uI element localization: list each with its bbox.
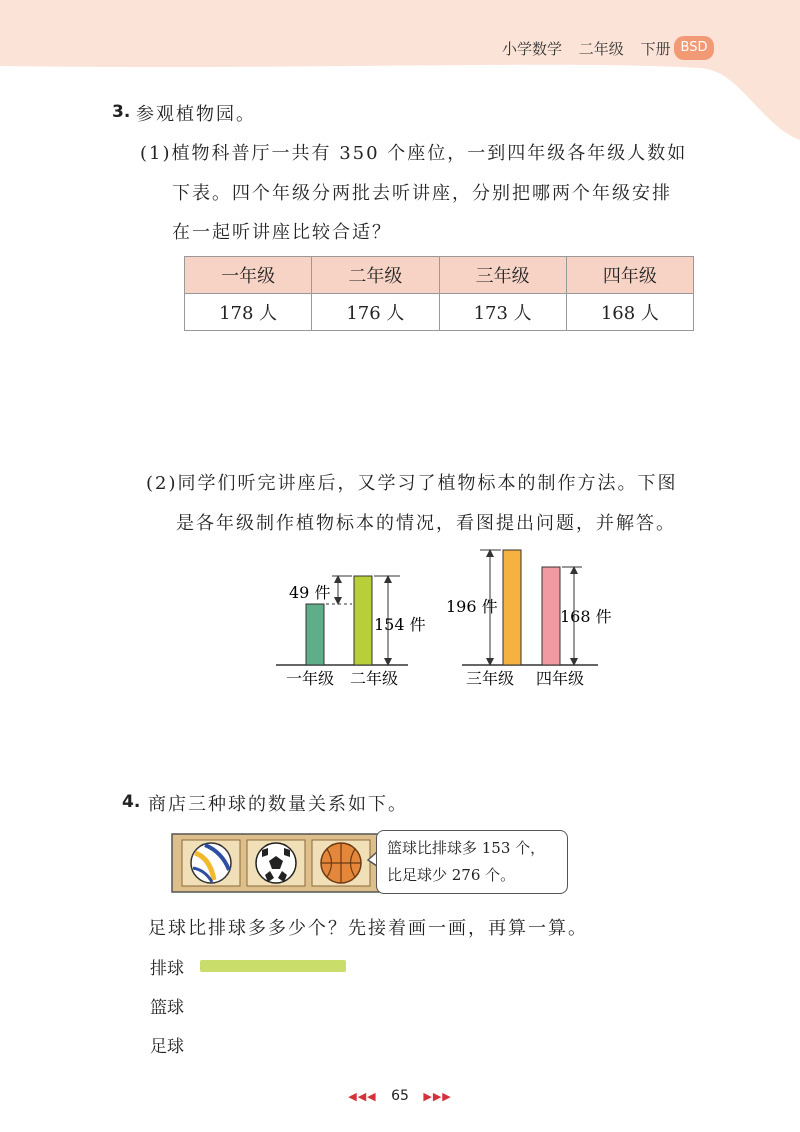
volleyball-icon [191,843,231,883]
label-grade2-total: 154 件 [374,615,426,634]
grade-label-3: 三年级 [466,669,515,688]
table-cell: 178 人 [185,294,312,331]
grade-label-4: 四年级 [536,669,585,688]
table-cell: 176 人 [312,294,439,331]
q4-question: 足球比排球多多少个？先接着画一画，再算一算。 [148,918,588,939]
volleyball-bar [200,960,346,972]
book-header [502,38,683,59]
table-cell: 173 人 [439,294,566,331]
label-soccer: 足球 [150,1037,184,1057]
next-arrows-icon: ▶▶▶ [423,1090,452,1103]
q3-part1-line1: (1)植物科普厅一共有 350 个座位，一到四年级各年级人数如 [140,143,688,164]
publisher-badge: BSD [674,36,714,60]
q3-part2-line1: (2)同学们听完讲座后，又学习了植物标本的制作方法。下图 [146,473,678,494]
table-header-row [185,257,694,294]
question-3-title: 参观植物园。 [136,104,256,125]
q3-part1-line2: 下表。四个年级分两批去听讲座，分别把哪两个年级安排 [172,183,672,204]
table-row [185,294,694,331]
page-footer [0,1088,800,1104]
q3-part1-line3: 在一起听讲座比较合适？ [172,222,392,243]
bar-grade4 [542,567,560,665]
q3-part2-line2: 是各年级制作植物标本的情况，看图提出问题，并解答。 [176,513,676,534]
question-3-number: 3. [112,102,131,122]
question-4-number: 4. [122,792,141,812]
grade-label-2: 二年级 [350,669,399,688]
table-header: 一年级 [185,257,312,294]
callout-line-1: 篮球比排球多 153 个， [387,839,546,857]
callout-line-2: 比足球少 276 个。 [387,866,516,884]
bar-grade1 [306,604,324,665]
prev-arrows-icon: ◀◀◀ [348,1090,377,1103]
bar-grade2 [354,576,372,665]
header-grade: 二年级 [578,40,624,58]
label-grade3-total: 196 件 [446,597,498,616]
basketball-icon [321,843,361,883]
page-number: 65 [391,1088,409,1104]
label-grade4-total: 168 件 [560,607,612,626]
grade-label-1: 一年级 [286,669,335,688]
table-header: 四年级 [566,257,693,294]
label-diff: 49 件 [289,583,331,602]
soccer-ball-icon [256,843,296,883]
table-header: 二年级 [312,257,439,294]
label-basketball: 篮球 [150,998,184,1018]
header-volume: 下册 [640,40,671,58]
relation-callout [376,830,568,894]
table-cell: 168 人 [566,294,693,331]
table-header: 三年级 [439,257,566,294]
header-subject: 小学数学 [502,40,563,58]
bar-grade3 [503,550,521,665]
label-volleyball: 排球 [150,959,184,979]
grade-students-table [184,256,694,331]
question-4-title: 商店三种球的数量关系如下。 [148,794,408,815]
